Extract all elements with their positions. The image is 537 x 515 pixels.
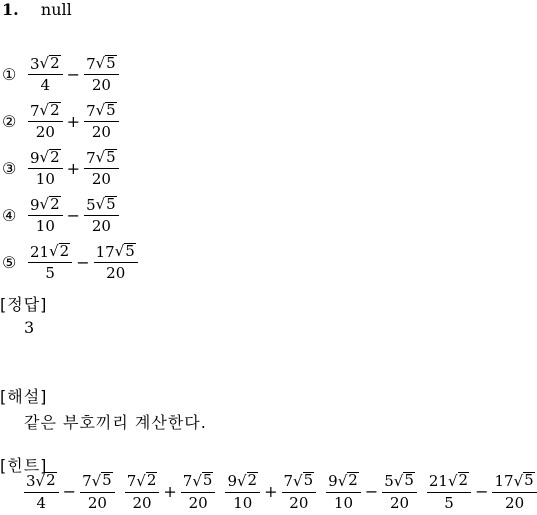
radicand: 2 xyxy=(50,194,60,213)
denominator: 5 xyxy=(444,493,454,512)
coefficient: 7 xyxy=(182,471,193,490)
expression xyxy=(28,196,119,235)
denominator: 4 xyxy=(36,493,47,512)
explanation-text: 같은 부호끼리 계산한다. xyxy=(24,413,207,432)
operator: − xyxy=(475,481,489,501)
radicand: 5 xyxy=(303,471,314,489)
fraction xyxy=(492,472,536,511)
operator: − xyxy=(76,252,90,272)
expression xyxy=(225,472,316,511)
expression xyxy=(125,472,216,511)
square-root xyxy=(394,472,415,489)
radicand: 2 xyxy=(59,241,70,260)
operator: − xyxy=(66,64,81,84)
square-root xyxy=(49,243,70,260)
square-root xyxy=(40,102,61,119)
operator: + xyxy=(66,111,81,131)
fraction xyxy=(28,102,63,141)
coefficient: 21 xyxy=(30,242,50,261)
radical-sign: √ xyxy=(136,471,146,490)
fraction xyxy=(28,149,63,188)
expression xyxy=(24,472,115,511)
fraction xyxy=(125,472,160,511)
square-root xyxy=(96,102,117,119)
denominator: 20 xyxy=(91,217,111,236)
radical-sign: √ xyxy=(95,101,106,120)
square-root xyxy=(96,149,117,166)
numerator xyxy=(427,472,471,493)
radical-sign: √ xyxy=(39,195,50,214)
radicand: 2 xyxy=(146,471,157,489)
coefficient: 7 xyxy=(86,148,96,167)
coefficient: 9 xyxy=(30,148,40,167)
expression xyxy=(28,243,138,282)
coefficient: 3 xyxy=(26,471,36,490)
radical-sign: √ xyxy=(513,471,524,490)
radical-sign: √ xyxy=(293,471,303,490)
radicand: 2 xyxy=(348,471,358,489)
expression xyxy=(427,472,537,511)
numerator xyxy=(125,472,160,493)
fraction xyxy=(84,55,119,94)
answer-value: 3 xyxy=(24,318,35,337)
denominator: 20 xyxy=(91,170,111,189)
fraction xyxy=(24,472,59,511)
numerator xyxy=(492,472,536,493)
radicand: 2 xyxy=(458,471,469,489)
radicand: 5 xyxy=(404,471,414,489)
square-root xyxy=(40,149,61,166)
radicand: 5 xyxy=(202,471,213,489)
denominator: 20 xyxy=(106,264,126,283)
radical-sign: √ xyxy=(39,148,50,167)
numerator xyxy=(282,472,317,493)
denominator: 20 xyxy=(505,493,525,512)
denominator: 20 xyxy=(390,493,410,512)
radical-sign: √ xyxy=(39,101,50,120)
radicand: 2 xyxy=(50,100,60,119)
numerator xyxy=(84,55,119,76)
numerator xyxy=(181,472,216,493)
choices-list xyxy=(2,50,138,286)
choice-item xyxy=(2,191,138,239)
radicand: 5 xyxy=(524,471,534,489)
operator: − xyxy=(62,481,77,501)
denominator: 5 xyxy=(45,264,55,283)
radical-sign: √ xyxy=(236,471,247,490)
numerator xyxy=(326,472,361,493)
square-root xyxy=(293,472,314,489)
radical-sign: √ xyxy=(114,242,125,261)
denominator: 20 xyxy=(87,493,107,512)
coefficient: 7 xyxy=(283,471,294,490)
radical-sign: √ xyxy=(95,54,106,73)
numerator xyxy=(382,472,417,493)
radical-sign: √ xyxy=(95,195,106,214)
radicand: 5 xyxy=(125,241,135,260)
question-text: null xyxy=(40,0,72,19)
numerator xyxy=(84,196,119,217)
fraction xyxy=(427,472,471,511)
denominator: 20 xyxy=(91,76,111,95)
coefficient: 9 xyxy=(227,471,237,490)
square-root xyxy=(40,196,61,213)
coefficient: 5 xyxy=(86,195,96,214)
radicand: 5 xyxy=(106,100,116,119)
radicand: 2 xyxy=(247,471,258,489)
fraction xyxy=(181,472,216,511)
coefficient: 9 xyxy=(328,471,338,490)
radicand: 5 xyxy=(106,53,116,72)
numerator xyxy=(28,149,63,170)
operator: − xyxy=(66,205,81,225)
coefficient: 17 xyxy=(494,471,514,490)
fraction xyxy=(84,196,119,235)
radicand: 5 xyxy=(102,471,112,489)
denominator: 10 xyxy=(233,493,253,512)
fraction xyxy=(225,472,260,511)
choice-item xyxy=(2,97,138,145)
coefficient: 7 xyxy=(86,101,96,120)
expression xyxy=(28,55,119,94)
choice-marker: ④ xyxy=(2,205,17,225)
square-root xyxy=(96,55,117,72)
coefficient: 21 xyxy=(428,471,448,490)
answer-label: [정답] xyxy=(0,295,48,314)
radicand: 2 xyxy=(46,471,56,489)
numerator xyxy=(28,102,63,123)
coefficient: 9 xyxy=(30,195,40,214)
radical-sign: √ xyxy=(95,148,106,167)
hint-expressions xyxy=(24,472,537,511)
fraction xyxy=(84,149,119,188)
square-root xyxy=(115,243,136,260)
fraction xyxy=(326,472,361,511)
question-header xyxy=(2,0,72,19)
expression xyxy=(326,472,417,511)
radical-sign: √ xyxy=(192,471,202,490)
denominator: 20 xyxy=(35,123,55,142)
coefficient: 5 xyxy=(384,471,394,490)
operator: − xyxy=(364,481,379,501)
choice-marker: ⑤ xyxy=(2,252,17,272)
numerator xyxy=(28,55,63,76)
fraction xyxy=(28,55,63,94)
fraction xyxy=(28,243,72,282)
denominator: 10 xyxy=(35,170,55,189)
denominator: 10 xyxy=(35,217,55,236)
numerator xyxy=(28,243,72,264)
radical-sign: √ xyxy=(91,471,102,490)
coefficient: 7 xyxy=(30,101,40,120)
expression xyxy=(28,149,119,188)
fraction xyxy=(80,472,115,511)
coefficient: 3 xyxy=(30,54,40,73)
denominator: 20 xyxy=(132,493,152,512)
radicand: 2 xyxy=(50,147,60,166)
choice-item xyxy=(2,50,138,98)
fraction xyxy=(94,243,138,282)
operator: + xyxy=(163,481,177,501)
numerator xyxy=(84,149,119,170)
numerator xyxy=(94,243,138,264)
operator: + xyxy=(66,158,81,178)
square-root xyxy=(96,196,117,213)
square-root xyxy=(92,472,113,489)
coefficient: 7 xyxy=(86,54,96,73)
numerator xyxy=(80,472,115,493)
numerator xyxy=(28,196,63,217)
radicand: 2 xyxy=(50,53,60,72)
denominator: 10 xyxy=(333,493,354,512)
square-root xyxy=(40,55,61,72)
question-number: 1. xyxy=(2,0,19,19)
numerator xyxy=(84,102,119,123)
fraction xyxy=(28,196,63,235)
radicand: 5 xyxy=(106,147,116,166)
coefficient: 7 xyxy=(82,471,92,490)
choice-item xyxy=(2,144,138,192)
coefficient: 17 xyxy=(95,242,115,261)
operator: + xyxy=(264,481,278,501)
choice-marker: ③ xyxy=(2,158,17,178)
square-root xyxy=(448,472,469,489)
square-root xyxy=(136,472,157,489)
coefficient: 7 xyxy=(126,471,137,490)
denominator: 4 xyxy=(40,76,51,95)
square-root xyxy=(36,472,57,489)
numerator xyxy=(24,472,59,493)
denominator: 20 xyxy=(289,493,309,512)
radical-sign: √ xyxy=(447,471,458,490)
radical-sign: √ xyxy=(393,471,404,490)
fraction xyxy=(382,472,417,511)
denominator: 20 xyxy=(188,493,208,512)
square-root xyxy=(338,472,359,489)
choice-marker: ① xyxy=(2,64,17,84)
explanation-label: [해설] xyxy=(0,387,48,406)
square-root xyxy=(192,472,213,489)
square-root xyxy=(237,472,258,489)
hint-label: [힌트] xyxy=(0,456,48,475)
radical-sign: √ xyxy=(39,54,50,73)
square-root xyxy=(514,472,535,489)
expression xyxy=(28,102,119,141)
fraction xyxy=(282,472,317,511)
radical-sign: √ xyxy=(337,471,348,490)
choice-item xyxy=(2,238,138,286)
radicand: 5 xyxy=(106,194,116,213)
choice-marker: ② xyxy=(2,111,17,131)
denominator: 20 xyxy=(91,123,111,142)
fraction xyxy=(84,102,119,141)
numerator xyxy=(225,472,260,493)
radical-sign: √ xyxy=(49,242,59,261)
radical-sign: √ xyxy=(35,471,46,490)
